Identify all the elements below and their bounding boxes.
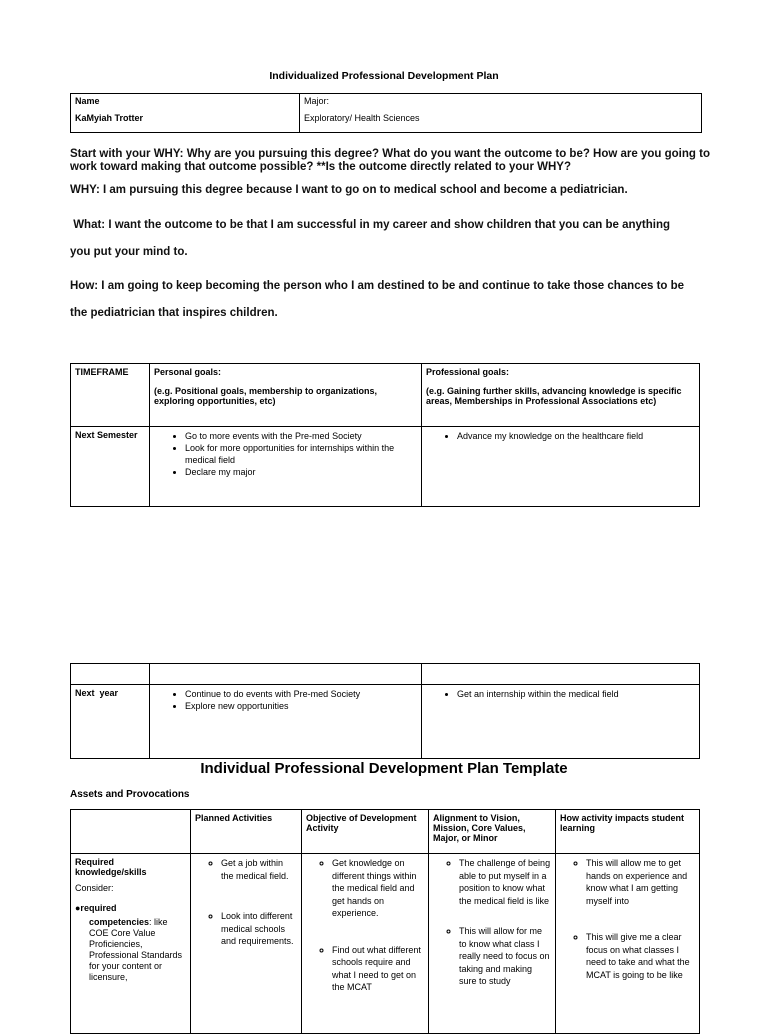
name-value: KaMyiah Trotter — [75, 113, 144, 123]
empty-cell — [71, 664, 150, 685]
template-title: Individual Professional Development Plan Template — [200, 760, 568, 777]
objective-header: Objective of Development Activity — [302, 810, 429, 854]
name-cell — [71, 94, 300, 132]
list-item: • Declare my major — [185, 466, 417, 478]
alignment-cell — [429, 854, 556, 1034]
list-item: ◦ This will give me a clear focus on what classes I need to take and what the MCAT is going to be like — [586, 931, 695, 981]
list-item: • Look for more opportunities for internships within the medical field — [185, 442, 417, 466]
major-value: Exploratory/ Health Sciences — [304, 113, 420, 123]
list-item: ◦ Find out what different schools require and what I need to get on the MCAT — [332, 944, 424, 994]
list-item: • Explore new opportunities — [185, 700, 417, 712]
why-answer: WHY: I am pursuing this degree because I want to go on to medical school and become a pediatrician. — [70, 184, 628, 196]
list-item: • Go to more events with the Pre-med Society — [185, 430, 417, 442]
planned-activities-cell — [191, 854, 302, 1034]
next-semester-professional-goals — [422, 427, 700, 507]
plan-template-table — [70, 809, 700, 1034]
professional-goals-header: Professional goals: (e.g. Gaining further skills, advancing knowledge is specific areas, Memberships in Professional Associations etc) — [422, 364, 700, 427]
next-semester-label: Next Semester — [71, 427, 150, 507]
list-item: • Get an internship within the medical field — [457, 688, 695, 700]
required-knowledge-cell — [71, 854, 191, 1034]
list-item: ◦ The challenge of being able to put myself in a position to know what the medical field is like — [459, 857, 551, 907]
assets-heading: Assets and Provocations — [70, 789, 190, 800]
major-label: Major: — [304, 96, 330, 106]
competencies-text: competencies: like COE Core Value Proficiencies, Professional Standards for your content or licensure, — [89, 917, 183, 982]
how-answer-line2: the pediatrician that inspires children. — [70, 307, 278, 319]
name-label: Name — [75, 96, 100, 106]
list-item: ◦ This will allow for me to know what class I really need to focus on taking and making sure to study — [459, 925, 551, 988]
how-answer-line1: How: I am going to keep becoming the person who I am destined to be and continue to take those chances to be — [70, 280, 685, 292]
list-item: ◦ Look into different medical schools and requirements. — [221, 910, 297, 948]
next-year-personal-goals — [150, 685, 422, 759]
next-year-professional-goals — [422, 685, 700, 759]
impact-header: How activity impacts student learning — [556, 810, 700, 854]
empty-cell — [150, 664, 422, 685]
why-prompt: Start with your WHY: Why are you pursuing this degree? What do you want the outcome to be? How are you going to work toward making that outcome possible? **Is the outcome directly related to your WHY? — [70, 148, 710, 173]
next-semester-personal-goals — [150, 427, 422, 507]
major-cell — [300, 94, 701, 132]
list-item: • Continue to do events with Pre-med Society — [185, 688, 417, 700]
what-answer-line1: What: I want the outcome to be that I am successful in my career and show children that you can be anything — [70, 219, 671, 231]
what-answer-line2: you put your mind to. — [70, 246, 188, 258]
row-label: Required knowledge/skills — [75, 857, 147, 877]
list-item: • Advance my knowledge on the healthcare field — [457, 430, 695, 442]
impact-cell — [556, 854, 700, 1034]
document-title: Individualized Professional Development Plan — [269, 70, 499, 82]
header-cell — [71, 810, 191, 854]
required-bullet: ●required — [75, 903, 117, 913]
list-item: ◦ Get knowledge on different things within the medical field and get hands on experience. — [332, 857, 424, 920]
list-item: ◦ This will allow me to get hands on experience and know what I am getting myself into — [586, 857, 695, 907]
next-year-table — [70, 663, 700, 759]
name-major-table — [70, 93, 702, 133]
next-year-label: Next year — [71, 685, 150, 759]
planned-activities-header: Planned Activities — [191, 810, 302, 854]
timeframe-header: TIMEFRAME — [71, 364, 150, 427]
empty-cell — [422, 664, 700, 685]
list-item: ◦ Get a job within the medical field. — [221, 857, 297, 882]
objective-cell — [302, 854, 429, 1034]
goals-table — [70, 363, 700, 507]
alignment-header: Alignment to Vision, Mission, Core Values, Major, or Minor — [429, 810, 556, 854]
consider-label: Consider: — [75, 883, 114, 893]
personal-goals-header: Personal goals: (e.g. Positional goals, membership to organizations, exploring opportunities, etc) — [150, 364, 422, 427]
